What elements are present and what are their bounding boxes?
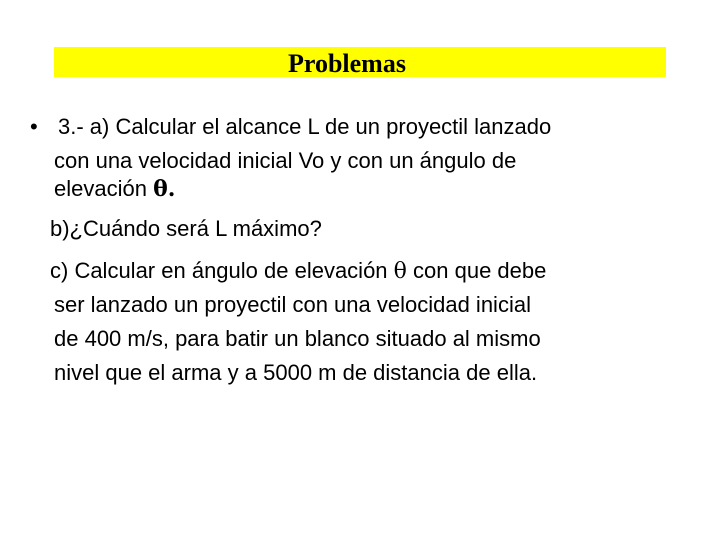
problem-line-8: nivel que el arma y a 5000 m de distancia de ella. <box>54 360 538 385</box>
theta-symbol: θ <box>153 176 168 202</box>
line-3-text: elevación <box>54 176 154 201</box>
theta-symbol: θ <box>393 259 407 284</box>
line-5-text-end: con que debe <box>406 258 547 283</box>
problem-line-6: ser lanzado un proyectil con una velocidad inicial <box>54 292 531 317</box>
slide-title: Problemas <box>288 49 406 78</box>
line-3-period: . <box>167 176 176 202</box>
problem-line-2: con una velocidad inicial Vo y con un ángulo de <box>54 148 517 173</box>
problem-line-7: de 400 m/s, para batir un blanco situado al mismo <box>54 326 541 351</box>
line-5-text: c) Calcular en ángulo de elevación <box>50 258 394 283</box>
problem-line-1: 3.- a) Calcular el alcance L de un proyectil lanzado <box>58 114 552 139</box>
problem-line-5 <box>50 254 546 289</box>
problem-line-3 <box>54 172 175 206</box>
problem-line-4: b)¿Cuándo será L máximo? <box>50 216 322 241</box>
bullet-marker: • <box>30 114 38 139</box>
